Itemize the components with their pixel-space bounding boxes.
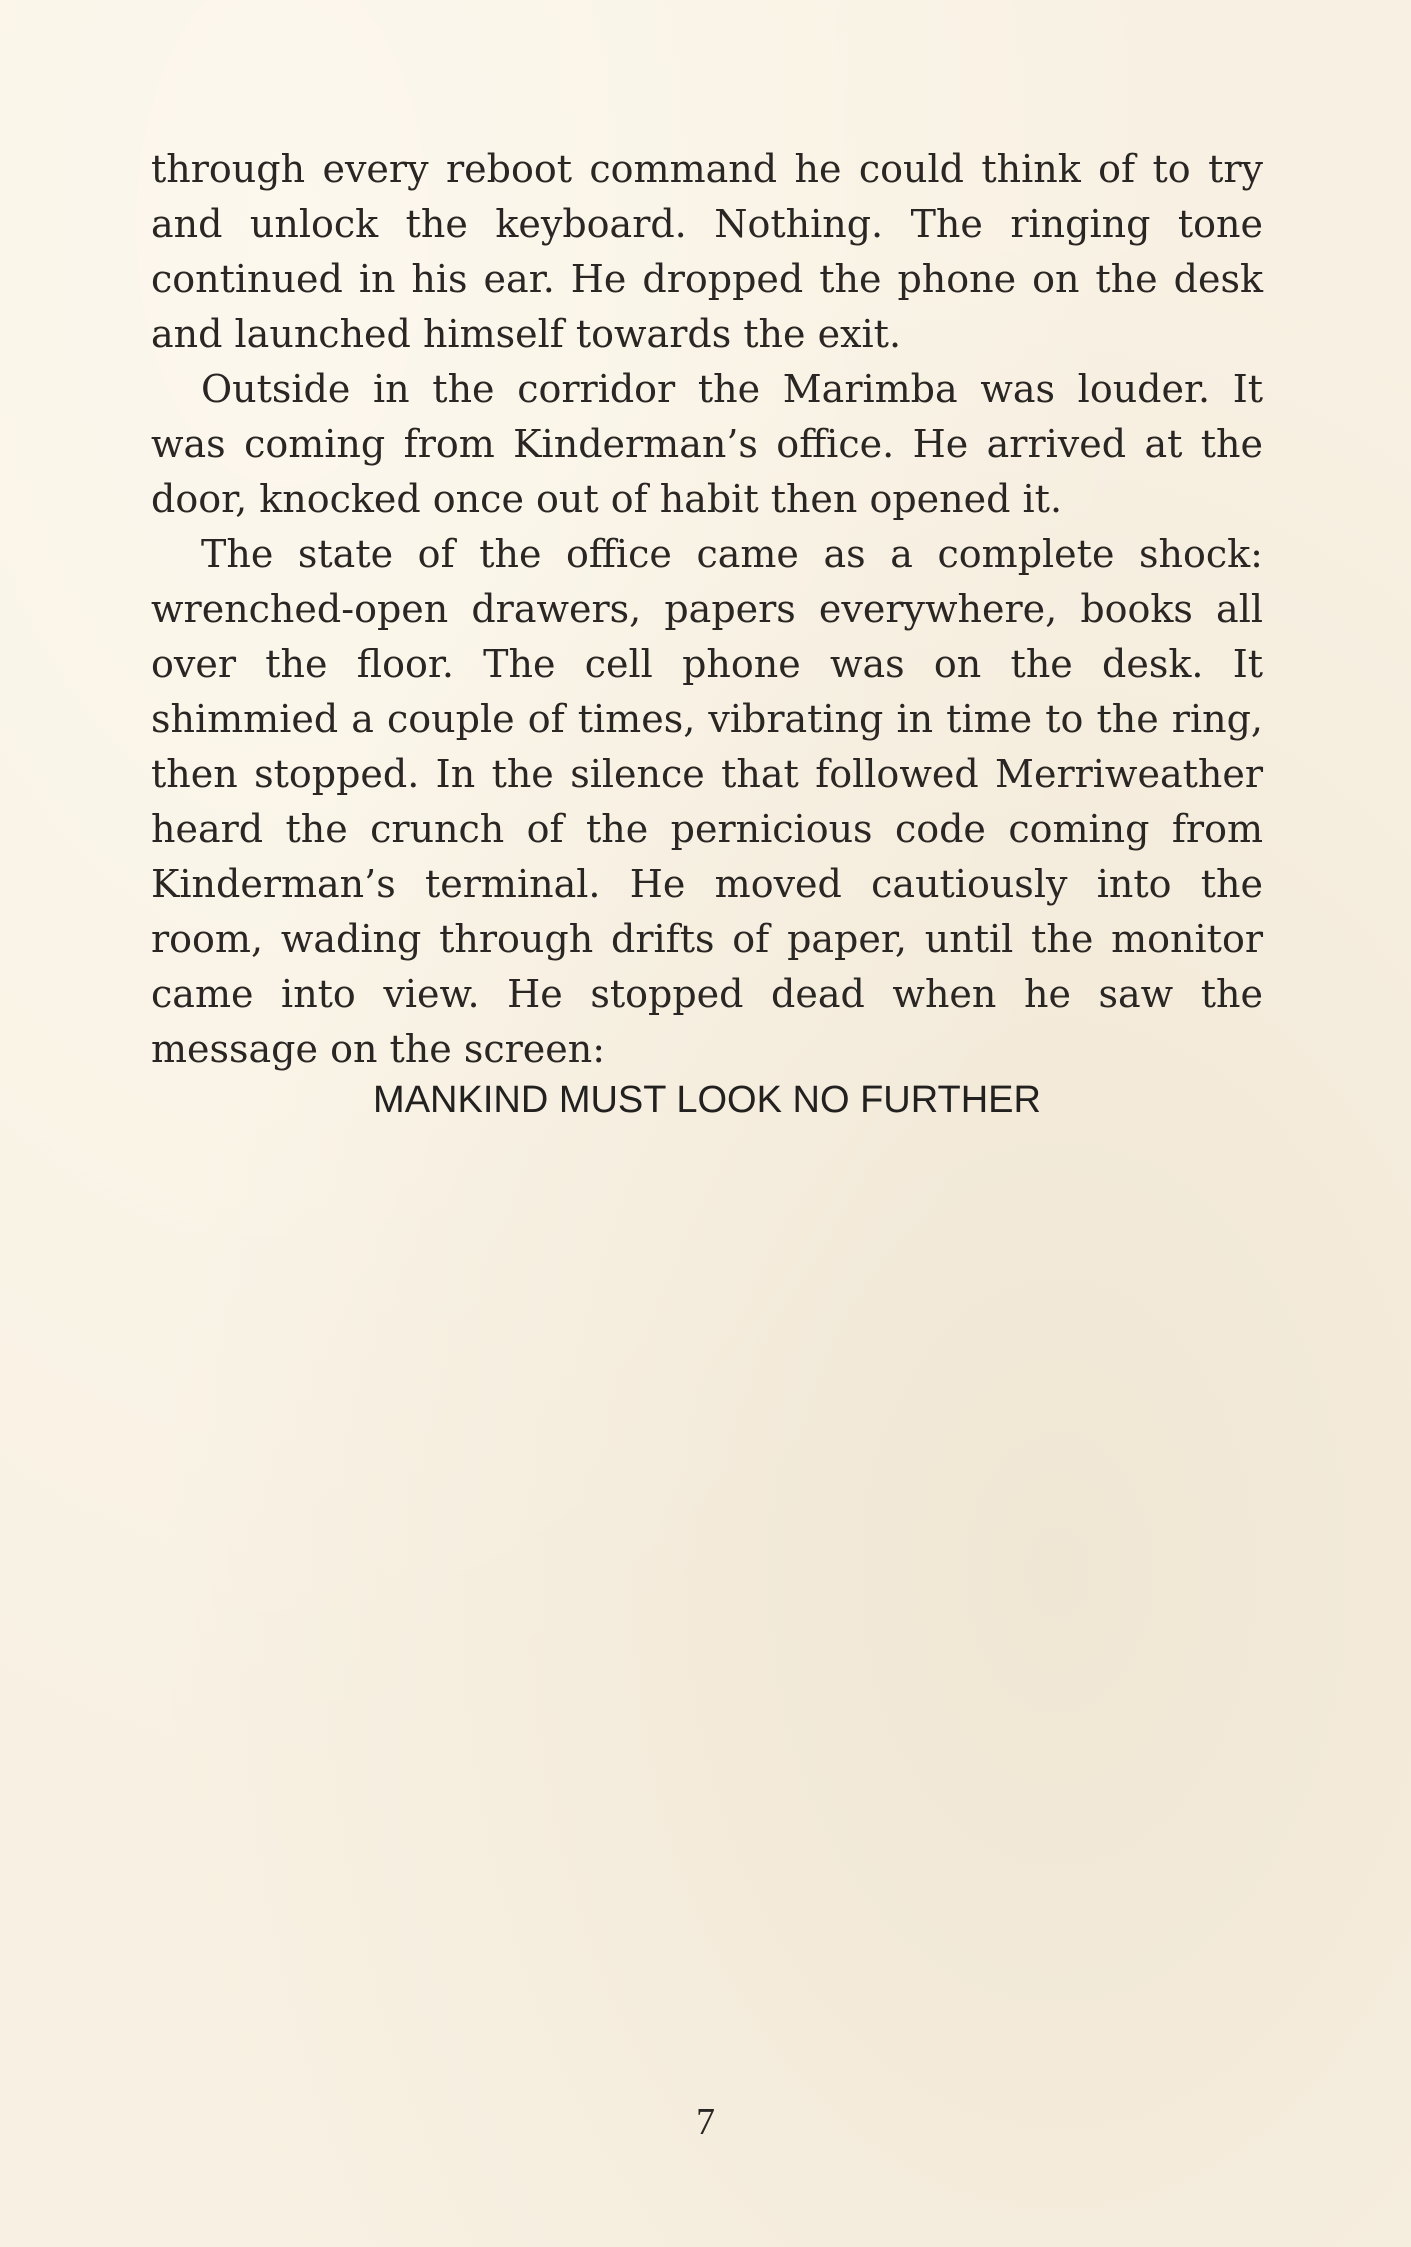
page-number: 7: [696, 2101, 715, 2143]
paragraph-2: Outside in the corridor the Marimba was louder. It was coming from Kinderman’s office. He arrived at the door, knocked once out of habit then opened it.: [151, 367, 1263, 521]
screen-message: MANKIND MUST LOOK NO FURTHER: [373, 1079, 1041, 1121]
paragraph-3: The state of the office came as a complete shock: wrenched-open drawers, papers everywhere, books all over the floor. The cell phone was on the desk. It shimmied a couple of times, vibrating in time to the ring, then stopped. In the silence that followed Merriweather heard the crunch of the pernicious code coming from Kinderman’s terminal. He moved cautiously into the room, wading through drifts of paper, until the monitor came into view. He stopped dead when he saw the message on the screen:: [151, 532, 1263, 1071]
paragraph-1: through every reboot command he could think of to try and unlock the keyboard. Nothing. The ringing tone continued in his ear. He dropped the phone on the desk and launched himself towards the exit.: [151, 147, 1263, 356]
body-text: [151, 142, 1263, 1077]
